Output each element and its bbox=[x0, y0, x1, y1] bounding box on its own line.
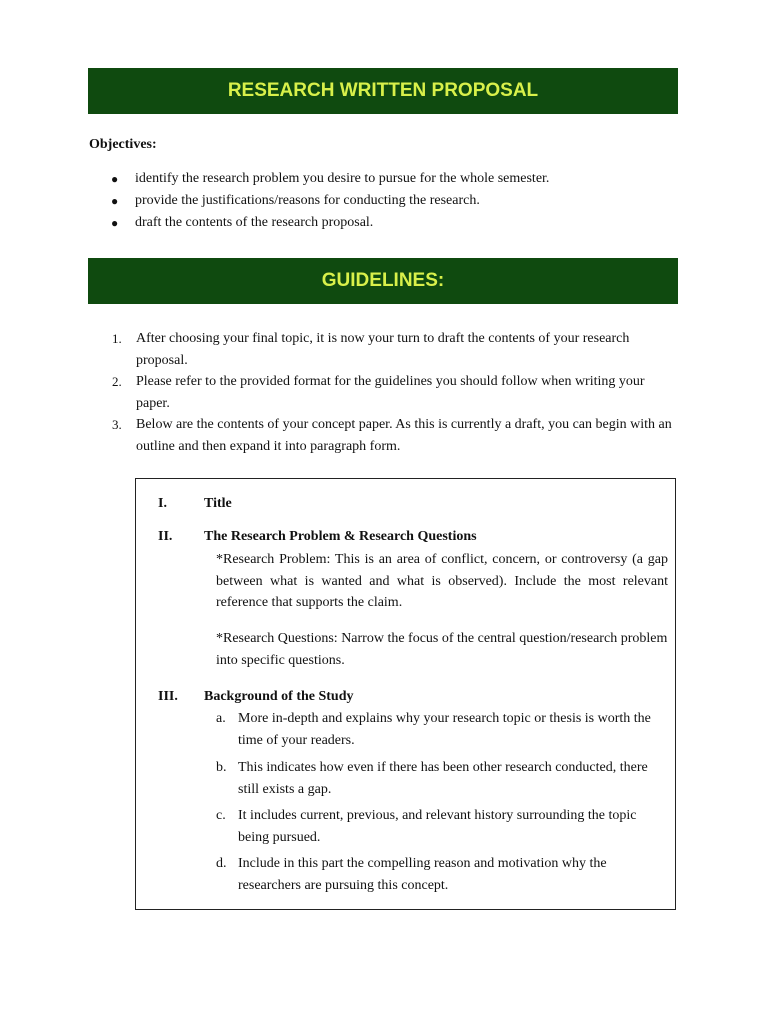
bullet-icon: ● bbox=[111, 194, 119, 208]
objectives-label: Objectives: bbox=[89, 137, 157, 152]
outline-box: I. Title II. The Research Problem & Research Questions *Research Problem: This is an area of conflict, concern, or controversy (a gap between what is wanted and what is observed). Include the most relevant reference that supports the claim. *Research Questions: Narrow the focus of the central question/research problem into specific questions. III. Background of the Study a. More in-depth and explains why your research topic or thesis is worth the time of your readers. b. This indicates how even if there has been other research conducted, there still exists a gap. c. It includes current, previous, and relevant history surrounding the topic being pursued. d. Include in this part the compelling reason and motivation why the researchers are pursuing this concept. bbox=[135, 478, 676, 910]
list-item: b. This indicates how even if there has been other research conducted, there still exists a gap. bbox=[216, 760, 648, 797]
list-item: a. More in-depth and explains why your research topic or thesis is worth the time of your readers. bbox=[216, 711, 651, 748]
list-item: ● provide the justifications/reasons for conducting the research. bbox=[111, 193, 480, 208]
list-item: d. Include in this part the compelling reason and motivation why the researchers are pursuing this concept. bbox=[216, 856, 607, 893]
objectives-list bbox=[111, 170, 549, 236]
list-item: ● draft the contents of the research proposal. bbox=[111, 215, 374, 230]
list-item: 3. Below are the contents of your concept paper. As this is currently a draft, you can begin with an outline and then expand it into paragraph form. bbox=[112, 417, 672, 454]
guidelines-title: GUIDELINES: bbox=[321, 270, 445, 291]
research-questions-paragraph: *Research Questions: Narrow the focus of the central question/research problem into specific questions. bbox=[216, 631, 668, 668]
list-item: 2. Please refer to the provided format for the guidelines you should follow when writing your paper. bbox=[112, 374, 645, 411]
guidelines-list bbox=[110, 328, 680, 457]
title-banner bbox=[88, 68, 678, 114]
list-item: 1. After choosing your final topic, it is now your turn to draft the contents of your research proposal. bbox=[112, 331, 630, 368]
bullet-icon: ● bbox=[111, 216, 119, 230]
page-title: RESEARCH WRITTEN PROPOSAL bbox=[227, 80, 539, 101]
research-problem-paragraph: *Research Problem: This is an area of conflict, concern, or controversy (a gap between what is wanted and what is observed). Include the most relevant reference that supports the claim. bbox=[216, 552, 668, 610]
guidelines-banner bbox=[88, 258, 678, 304]
bullet-icon: ● bbox=[111, 172, 119, 186]
list-item: ● identify the research problem you desire to pursue for the whole semester. bbox=[111, 171, 550, 186]
list-item: c. It includes current, previous, and relevant history surrounding the topic being pursued. bbox=[216, 808, 637, 845]
